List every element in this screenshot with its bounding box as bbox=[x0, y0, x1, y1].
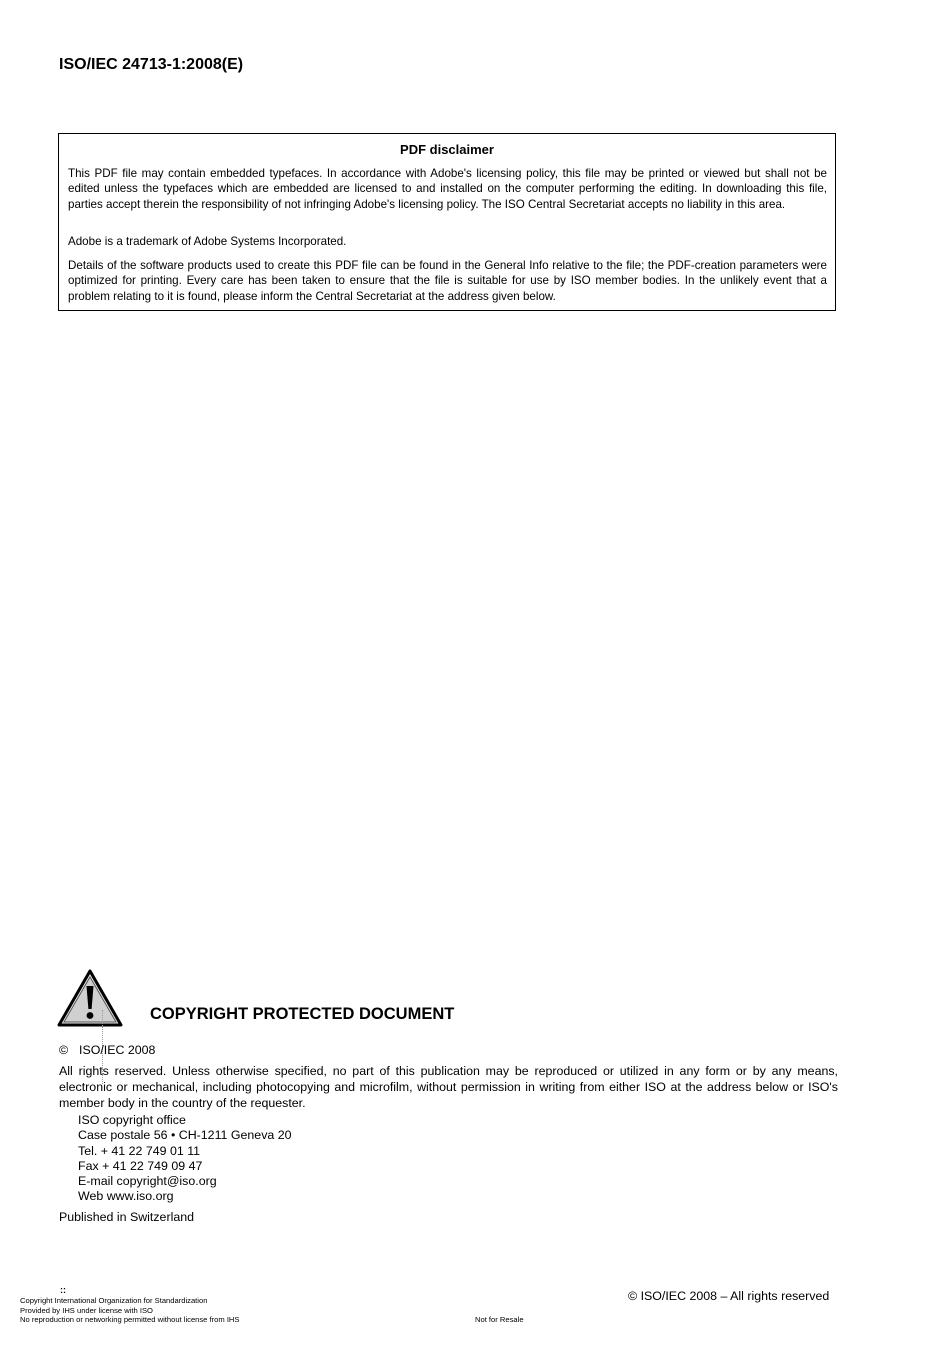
copyright-symbol: © bbox=[59, 1043, 69, 1057]
address-line-fax: Fax + 41 22 749 09 47 bbox=[78, 1158, 203, 1173]
address-line-postal: Case postale 56 • CH-1211 Geneva 20 bbox=[78, 1128, 292, 1143]
address-line-office: ISO copyright office bbox=[78, 1113, 186, 1127]
copyright-protected-heading: COPYRIGHT PROTECTED DOCUMENT bbox=[150, 1005, 455, 1023]
address-line-email[interactable]: E-mail copyright@iso.org bbox=[78, 1174, 217, 1189]
pdf-disclaimer-box bbox=[58, 133, 836, 311]
footer-line-provided-by: Provided by IHS under license with ISO bbox=[20, 1305, 153, 1315]
disclaimer-paragraph-typefaces: This PDF file may contain embedded typefaces. In accordance with Adobe's licensing policy, this file may be printed or viewed but shall not be edited unless the typefaces which are embedded are licensed to and installed on the computer performing the editing. In downloading this file, parties accept therein the responsibility of not infringing Adobe's licensing policy. The ISO Central Secretariat accepts no liability in this area. bbox=[68, 167, 827, 211]
disclaimer-paragraph-software: Details of the software products used to create this PDF file can be found in the General Info relative to the file; the PDF-creation parameters were optimized for printing. Every care has been taken to ensure that the file is suitable for use by ISO member bodies. In the unlikely event that a problem relating to it is found, please inform the Central Secretariat at the address given below. bbox=[68, 259, 827, 303]
disclaimer-title: PDF disclaimer bbox=[400, 142, 494, 157]
published-location: Published in Switzerland bbox=[59, 1210, 194, 1224]
disclaimer-paragraph-trademark: Adobe is a trademark of Adobe Systems Incorporated. bbox=[68, 235, 347, 248]
copyright-year-line bbox=[59, 1043, 155, 1057]
footer-copyright: © ISO/IEC 2008 – All rights reserved bbox=[628, 1289, 830, 1303]
footer-license-notice bbox=[20, 1296, 239, 1325]
footer-line-no-reproduction: No reproduction or networking permitted without license from IHS bbox=[20, 1315, 240, 1325]
footer-line-copyright-org: Copyright International Organization for Standardization bbox=[20, 1296, 208, 1305]
warning-icon bbox=[57, 969, 123, 1027]
address-line-web[interactable]: Web www.iso.org bbox=[78, 1189, 174, 1204]
copyright-holder-year: ISO/IEC 2008 bbox=[79, 1043, 156, 1057]
document-id-header: ISO/IEC 24713-1:2008(E) bbox=[59, 56, 244, 73]
rights-reserved-paragraph: All rights reserved. Unless otherwise specified, no part of this publication may be reproduced or utilized in any form or by any means, electronic or mechanical, including photocopying and microfilm, without permission in writing from either ISO at the address below or ISO's member body in the country of the requester. bbox=[59, 1064, 838, 1110]
address-line-tel: Tel. + 41 22 749 01 11 bbox=[78, 1143, 201, 1158]
not-for-resale-label: Not for Resale bbox=[475, 1315, 524, 1324]
margin-mark: :: bbox=[60, 1285, 66, 1295]
iso-address-block bbox=[78, 1113, 292, 1205]
